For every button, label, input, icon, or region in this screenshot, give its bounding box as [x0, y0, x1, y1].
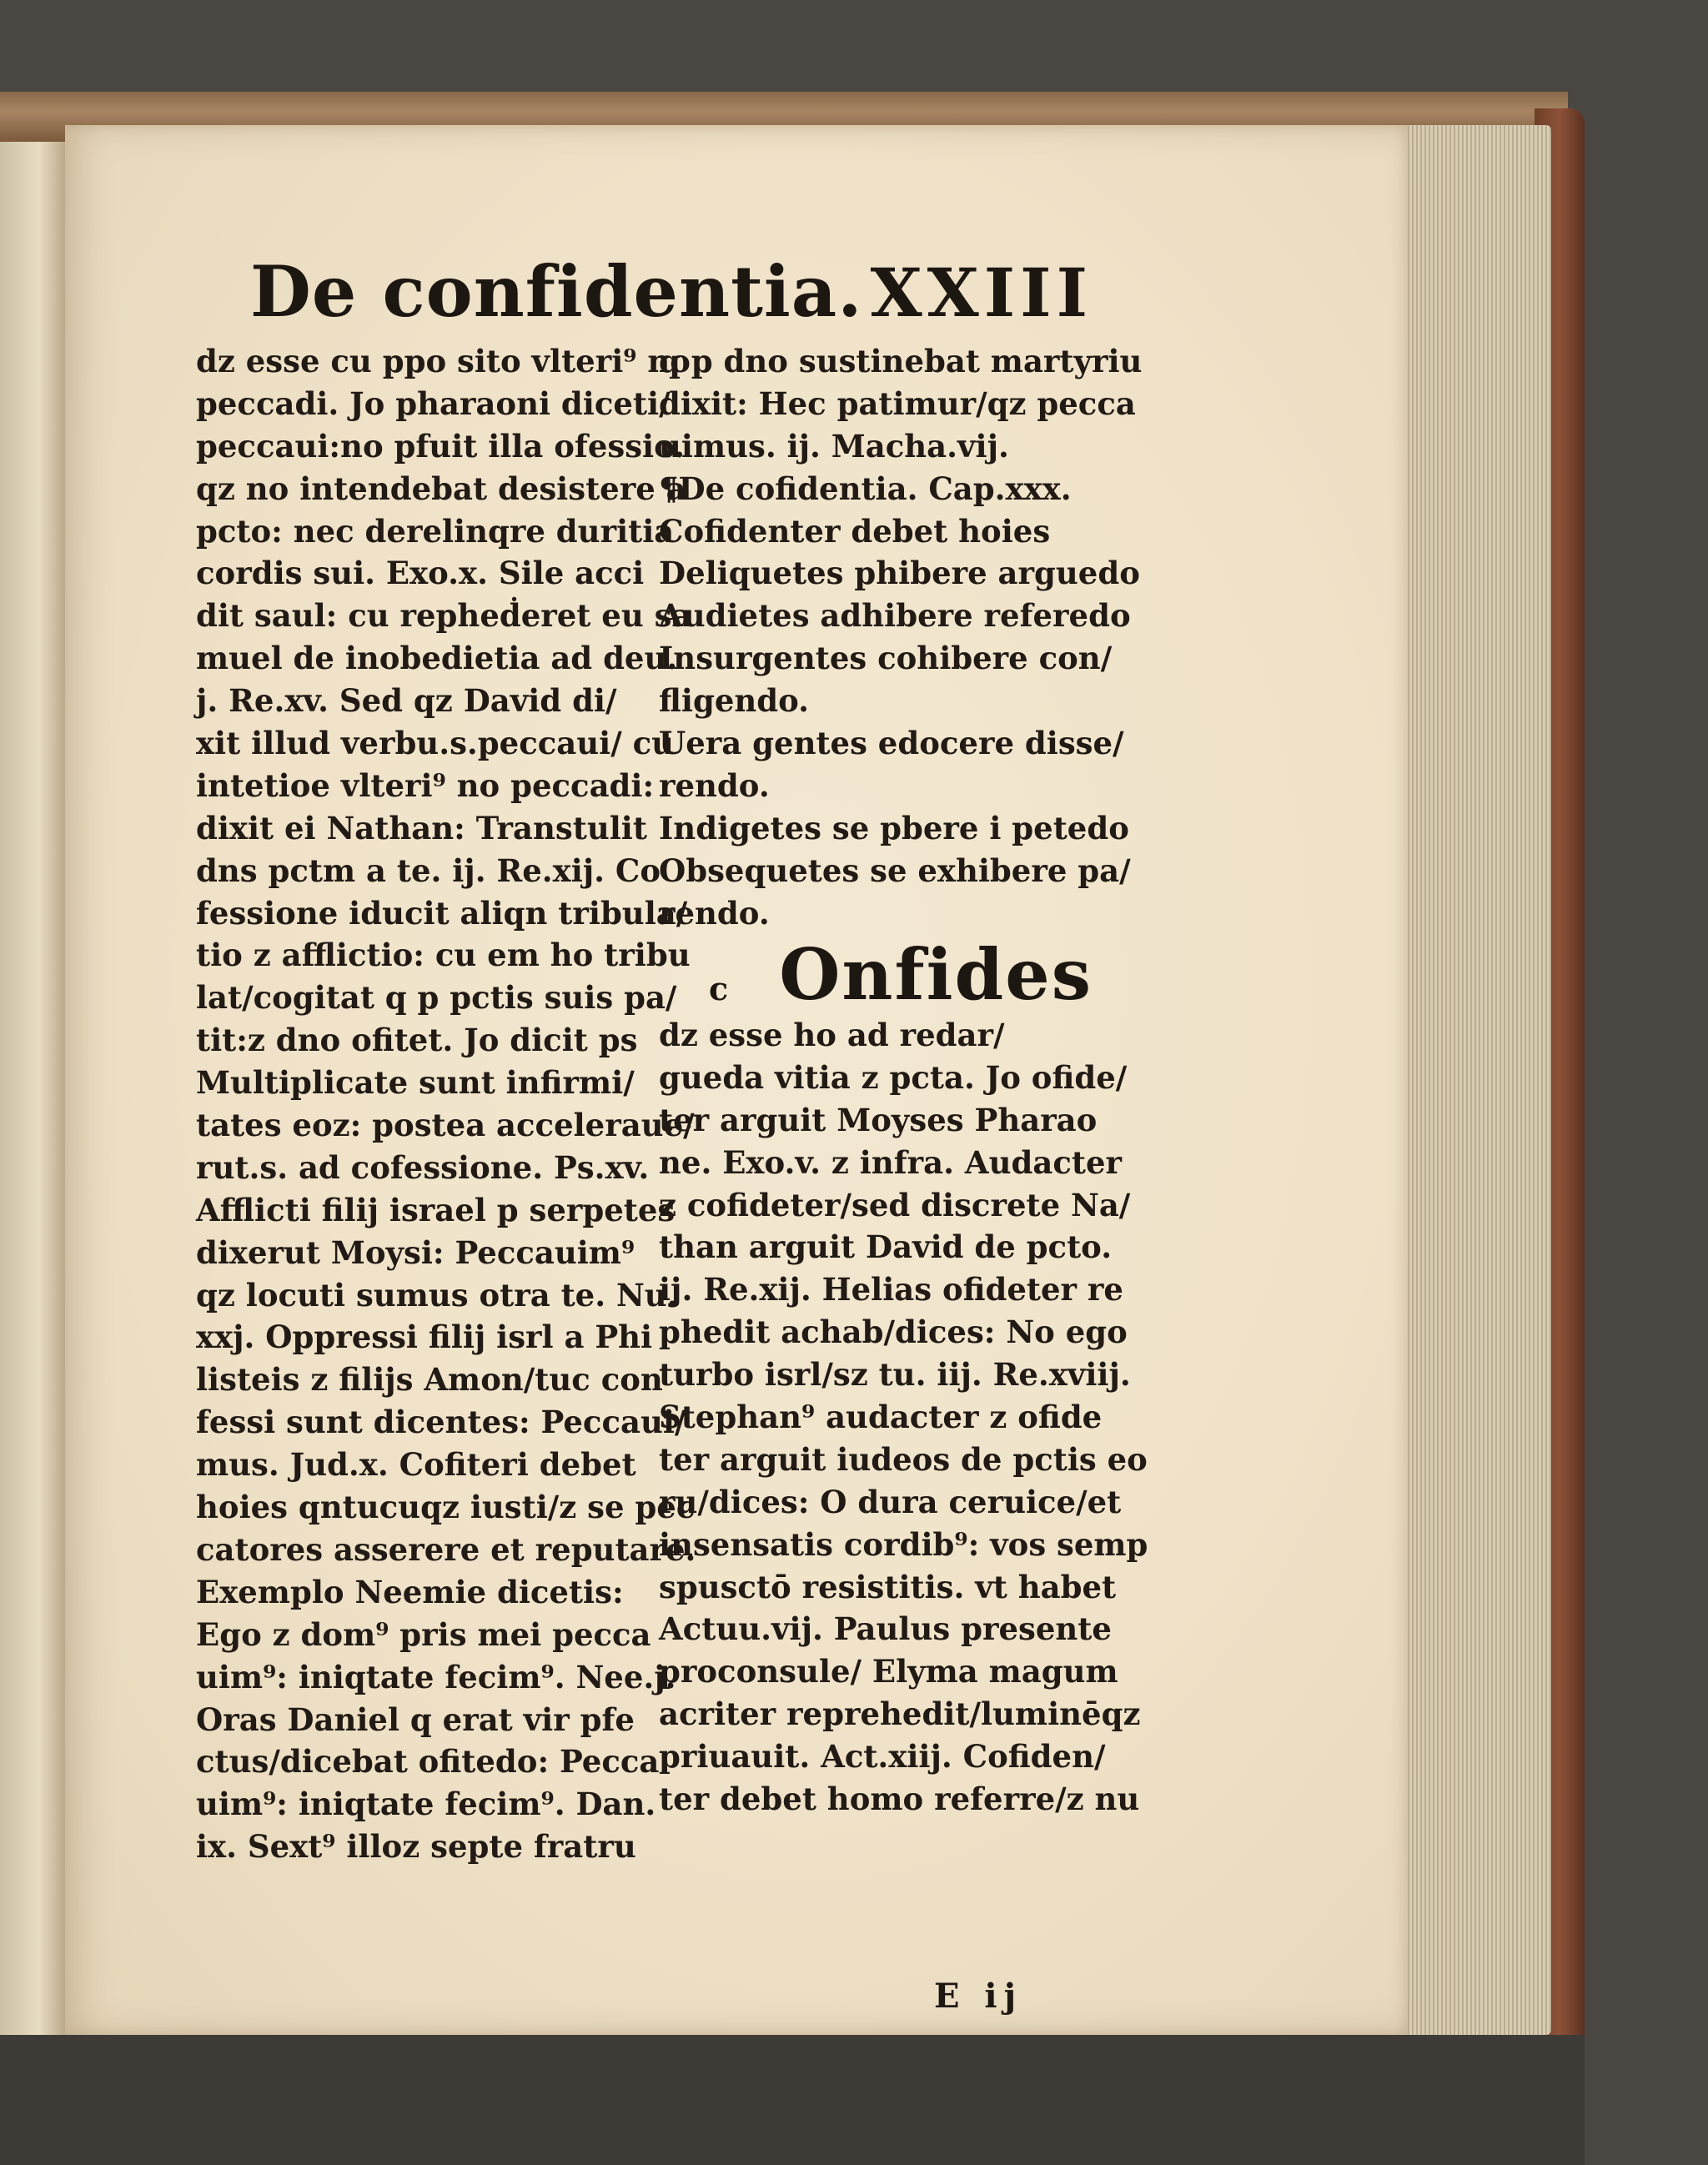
text-line: rut.s. ad cofessione. Ps.xv.: [196, 1148, 650, 1186]
text-line: Exemplo Neemie dicetis:: [196, 1573, 624, 1610]
text-line: ne. Exo.v. z infra. Audacter: [659, 1143, 1123, 1181]
text-line: Actuu.vij. Paulus presente: [659, 1610, 1112, 1648]
page-fore-edges: [1401, 125, 1551, 2035]
text-line: Cofidenter debet hoies: [659, 512, 1051, 550]
text-line: priuauit. Act.xiij. Cofiden/: [659, 1738, 1106, 1776]
text-line: mus. Jud.x. Cofiteri debet: [196, 1446, 636, 1484]
text-line: peccadi. Jo pharaoni diceti/: [196, 384, 671, 422]
text-line: xxj. Oppressi filij isrl a Phi: [196, 1319, 653, 1356]
text-line: Indigetes se pbere i petedo: [659, 809, 1129, 846]
text-line: Oras Daniel q erat vir pfe: [196, 1700, 635, 1738]
text-line: ru/dices: O dura ceruice/et: [659, 1483, 1122, 1520]
text-line: rendo.: [659, 894, 770, 932]
text-line: qz locuti sumus otra te. Nu.: [196, 1276, 678, 1314]
running-head: [250, 250, 1093, 342]
left-text-column: [196, 340, 696, 1868]
text-line: Deliquetes phibere arguedo: [659, 555, 1140, 592]
text-line: Uera gentes edocere disse/: [659, 725, 1124, 762]
text-line: proconsule/ Elyma magum: [659, 1653, 1118, 1690]
text-line: Multiplicate sunt infirmi/: [196, 1064, 635, 1102]
text-line: gueda vitia z pcta. Jo ofide/: [659, 1058, 1128, 1096]
folio-number: XXIII: [870, 254, 1093, 332]
text-line: turbo isrl/sz tu. iij. Re.xviij.: [659, 1356, 1131, 1394]
text-line: dz esse ho ad redar/: [659, 1017, 1005, 1053]
text-line: dixit: Hec patimur/qz pecca: [659, 384, 1136, 422]
text-line: Insurgentes cohibere con/: [659, 640, 1113, 677]
text-line: z cofideter/sed discrete Na/: [659, 1186, 1131, 1223]
text-line: ¶De cofidentia. Cap.xxx.: [659, 470, 1072, 507]
text-line: intetioe vlteri⁹ no peccadi:: [196, 766, 655, 804]
text-line: Afflicti filij israel p serpetes: [196, 1191, 676, 1228]
text-line: xit illud verbu.s.peccaui/ cu: [196, 725, 675, 762]
text-line: tit:z dno ofitet. Jo dicit ps: [196, 1022, 638, 1059]
opening-word: Onfides: [779, 933, 1093, 1016]
text-line: j. Re.xv. Sed qz David di/: [196, 682, 617, 720]
text-line: pcto: nec derelinqre duritia: [196, 512, 675, 550]
text-line: cordis sui. Exo.x. Sile acci: [196, 555, 645, 592]
running-head-title: De confidentia.: [250, 250, 863, 333]
text-line: ter debet homo referre/z nu: [659, 1781, 1140, 1818]
text-line: acriter reprehedit/luminēqz: [659, 1695, 1141, 1733]
text-line: Ego z dom⁹ pris mei pecca: [196, 1615, 651, 1653]
chapter-opening: [709, 932, 1093, 1016]
text-line: dit saul: cu repheḋeret eu sa: [196, 597, 692, 635]
text-line: ix. Sext⁹ illoz septe fratru: [196, 1828, 636, 1866]
text-line: Stephan⁹ audacter z ofide: [659, 1399, 1103, 1436]
text-line: catores asserere et reputare.: [196, 1530, 696, 1568]
text-line: dixerut Moysi: Peccauim⁹: [196, 1233, 635, 1271]
text-line: uim⁹: iniqtate fecim⁹. Dan.: [196, 1786, 656, 1823]
text-line: uimus. ij. Macha.vij.: [659, 427, 1009, 465]
guide-letter: c: [709, 970, 729, 1007]
text-line: fessione iducit aliqn tribula/: [196, 894, 688, 932]
text-line: lat/cogitat q p pctis suis pa/: [196, 979, 677, 1017]
text-line: listeis z filijs Amon/tuc con: [196, 1361, 663, 1399]
text-line: dixit ei Nathan: Transtulit: [196, 809, 647, 846]
right-text-column-top: [659, 340, 1143, 934]
left-page-edge: [0, 142, 65, 2052]
right-text-column-bottom: [659, 1014, 1148, 1821]
text-line: hoies qntucuqz iusti/z se pec: [196, 1489, 696, 1526]
text-line: peccaui:no pfuit illa ofessio.: [196, 427, 686, 465]
text-line: qz no intendebat desistere a: [196, 470, 686, 507]
text-line: rendo.: [659, 766, 770, 804]
text-line: dz esse cu ppo sito vlteri⁹ no: [196, 343, 691, 379]
text-line: Obsequetes se exhibere pa/: [659, 851, 1131, 889]
text-line: spusctō resistitis. vt habet: [659, 1568, 1117, 1605]
text-line: ter arguit iudeos de pctis eo: [659, 1440, 1148, 1478]
text-line: phedit achab/dices: No ego: [659, 1314, 1128, 1351]
signature-mark: E ij: [934, 1977, 1023, 2016]
text-line: insensatis cordib⁹: vos semp: [659, 1525, 1148, 1563]
text-line: uim⁹: iniqtate fecim⁹. Nee.j.: [196, 1658, 676, 1695]
text-line: Audietes adhibere referedo: [659, 597, 1131, 635]
text-line: ij. Re.xij. Helias ofideter re: [659, 1271, 1123, 1309]
text-line: q p dno sustinebat martyriu: [659, 343, 1143, 379]
text-line: than arguit David de pcto.: [659, 1228, 1113, 1266]
text-line: ctus/dicebat ofitedo: Pecca: [196, 1743, 660, 1781]
text-line: fessi sunt dicentes: Peccaui/: [196, 1404, 686, 1441]
text-line: muel de inobedietia ad deu.: [196, 640, 678, 677]
text-line: ter arguit Moyses Pharao: [659, 1101, 1098, 1138]
text-line: fligendo.: [659, 682, 810, 720]
text-line: tates eoz: postea acceleraue/: [196, 1107, 695, 1144]
text-line: dns pctm a te. ij. Re.xij. Co: [196, 851, 661, 889]
background-shadow: [0, 2035, 1585, 2165]
text-line: tio z afflictio: cu em ho tribu: [196, 937, 691, 974]
